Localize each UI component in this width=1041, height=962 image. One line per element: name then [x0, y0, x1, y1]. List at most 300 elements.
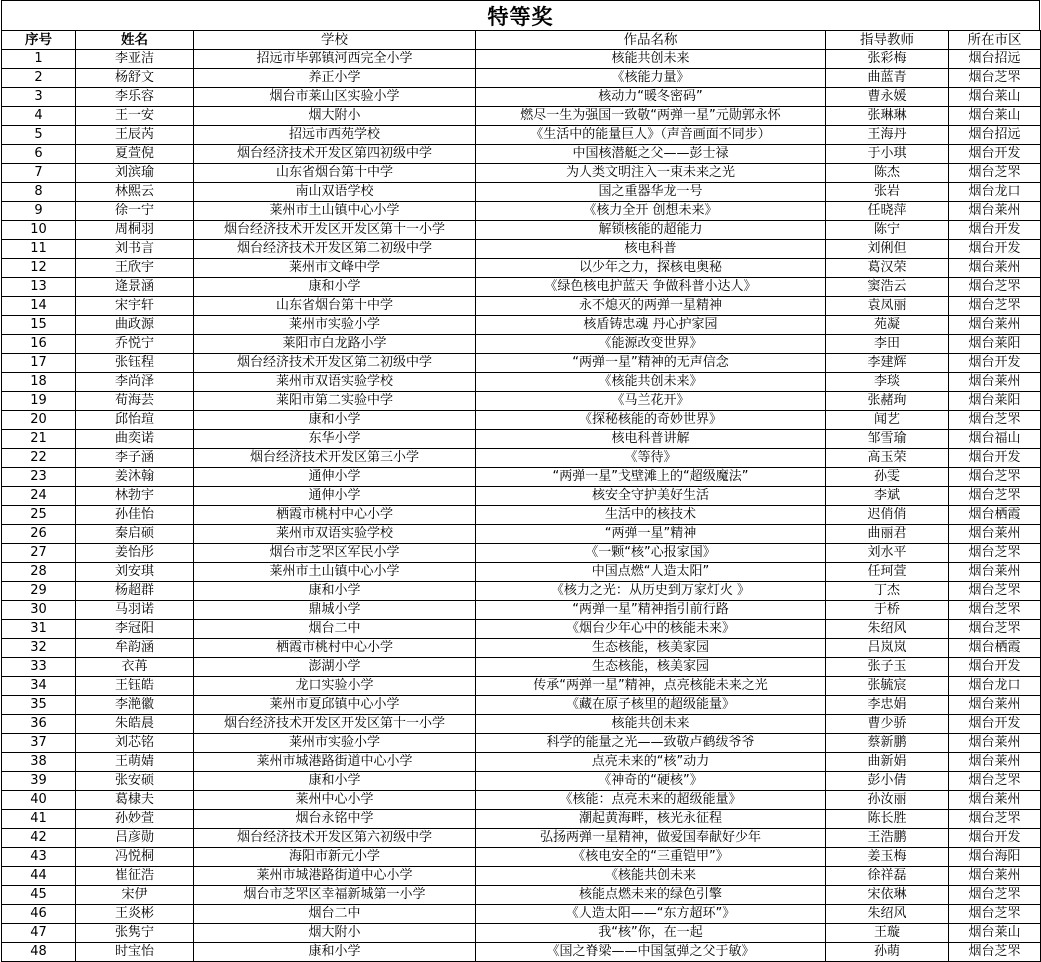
- cell-index: 17: [2, 354, 76, 373]
- cell-work-title: 《核力全开 创想未来》: [476, 202, 826, 221]
- table-row: [2, 202, 1041, 221]
- cell-teacher: 曲新娟: [826, 753, 949, 772]
- cell-school: 莱州市双语实验学校: [194, 525, 476, 544]
- cell-district: 烟台莱州: [949, 867, 1041, 886]
- cell-district: 烟台莱州: [949, 259, 1041, 278]
- cell-work-title: 中国点燃“人造太阳”: [476, 563, 826, 582]
- table-row: [2, 525, 1041, 544]
- cell-district: 烟台莱州: [949, 696, 1041, 715]
- cell-index: 22: [2, 449, 76, 468]
- cell-school: 莱州中心小学: [194, 791, 476, 810]
- cell-teacher: 王海丹: [826, 126, 949, 145]
- cell-teacher: 曹永媛: [826, 88, 949, 107]
- cell-school: 烟台市芝罘区幸福新城第一小学: [194, 886, 476, 905]
- table-body: [2, 50, 1041, 962]
- cell-index: 42: [2, 829, 76, 848]
- cell-teacher: 苑凝: [826, 316, 949, 335]
- cell-work-title: 国之重器华龙一号: [476, 183, 826, 202]
- cell-index: 12: [2, 259, 76, 278]
- cell-index: 4: [2, 107, 76, 126]
- cell-index: 5: [2, 126, 76, 145]
- cell-work-title: “两弹一星”精神的无声信念: [476, 354, 826, 373]
- cell-district: 烟台莱州: [949, 753, 1041, 772]
- table-row: [2, 145, 1041, 164]
- cell-district: 烟台芝罘: [949, 164, 1041, 183]
- cell-work-title: 核安全守护美好生活: [476, 487, 826, 506]
- cell-school: 招远市西苑学校: [194, 126, 476, 145]
- cell-district: 烟台开发: [949, 449, 1041, 468]
- cell-teacher: 李田: [826, 335, 949, 354]
- cell-teacher: 邹雪瑜: [826, 430, 949, 449]
- table-row: [2, 639, 1041, 658]
- cell-index: 39: [2, 772, 76, 791]
- table-row: [2, 905, 1041, 924]
- cell-district: 烟台开发: [949, 715, 1041, 734]
- cell-school: 东华小学: [194, 430, 476, 449]
- cell-district: 烟台莱州: [949, 791, 1041, 810]
- cell-work-title: 我“核”你，在一起: [476, 924, 826, 943]
- cell-work-title: 《核力之光：从历史到万家灯火 》: [476, 582, 826, 601]
- cell-work-title: 燃尽一生为强国一致敬“两弹一星”元勋郭永怀: [476, 107, 826, 126]
- cell-school: 烟台市莱山区实验小学: [194, 88, 476, 107]
- cell-student-name: 孙佳怡: [76, 506, 194, 525]
- cell-teacher: 李建辉: [826, 354, 949, 373]
- table-row: [2, 601, 1041, 620]
- cell-district: 烟台莱阳: [949, 392, 1041, 411]
- cell-index: 8: [2, 183, 76, 202]
- cell-school: 烟台市芝罘区军民小学: [194, 544, 476, 563]
- cell-teacher: 迟俏俏: [826, 506, 949, 525]
- cell-school: 养正小学: [194, 69, 476, 88]
- cell-work-title: 《国之脊梁——中国氢弹之父于敏》: [476, 943, 826, 962]
- table-row: [2, 677, 1041, 696]
- cell-school: 通伸小学: [194, 468, 476, 487]
- cell-school: 鼎城小学: [194, 601, 476, 620]
- cell-teacher: 吕岚岚: [826, 639, 949, 658]
- header-work-title: 作品名称: [476, 31, 826, 50]
- cell-index: 13: [2, 278, 76, 297]
- cell-work-title: “两弹一星”戈壁滩上的“超级魔法”: [476, 468, 826, 487]
- cell-work-title: 生态核能，核美家园: [476, 658, 826, 677]
- cell-work-title: 传承“两弹一星”精神，点亮核能未来之光: [476, 677, 826, 696]
- cell-student-name: 刘芯铭: [76, 734, 194, 753]
- cell-school: 莱州市文峰中学: [194, 259, 476, 278]
- cell-student-name: 刘书言: [76, 240, 194, 259]
- cell-index: 47: [2, 924, 76, 943]
- cell-work-title: 核能共创未来: [476, 715, 826, 734]
- cell-student-name: 张安硕: [76, 772, 194, 791]
- cell-district: 烟台芝罘: [949, 620, 1041, 639]
- cell-school: 烟大附小: [194, 107, 476, 126]
- cell-student-name: 时宝怡: [76, 943, 194, 962]
- cell-school: 烟台永铭中学: [194, 810, 476, 829]
- table-row: [2, 886, 1041, 905]
- cell-student-name: 逄景涵: [76, 278, 194, 297]
- cell-index: 6: [2, 145, 76, 164]
- cell-school: 烟台经济技术开发区第二初级中学: [194, 240, 476, 259]
- cell-district: 烟台海阳: [949, 848, 1041, 867]
- table-row: [2, 278, 1041, 297]
- cell-index: 48: [2, 943, 76, 962]
- cell-student-name: 冯悦桐: [76, 848, 194, 867]
- cell-work-title: 核盾铸忠魂 丹心护家园: [476, 316, 826, 335]
- cell-student-name: 朱皓晨: [76, 715, 194, 734]
- cell-teacher: 孙雯: [826, 468, 949, 487]
- cell-work-title: “两弹一星”精神: [476, 525, 826, 544]
- cell-work-title: 生活中的核技术: [476, 506, 826, 525]
- cell-teacher: 王璇: [826, 924, 949, 943]
- cell-teacher: 张赭珣: [826, 392, 949, 411]
- cell-school: 烟台经济技术开发区开发区第十一小学: [194, 715, 476, 734]
- cell-teacher: 姜玉梅: [826, 848, 949, 867]
- cell-school: 栖霞市桃村中心小学: [194, 506, 476, 525]
- table-row: [2, 297, 1041, 316]
- cell-student-name: 曲奕诺: [76, 430, 194, 449]
- table-row: [2, 582, 1041, 601]
- cell-teacher: 张岩: [826, 183, 949, 202]
- table-row: [2, 221, 1041, 240]
- cell-district: 烟台栖霞: [949, 506, 1041, 525]
- cell-teacher: 宋依琳: [826, 886, 949, 905]
- cell-school: 莱州市土山镇中心小学: [194, 563, 476, 582]
- cell-index: 11: [2, 240, 76, 259]
- cell-work-title: 以少年之力，探核电奥秘: [476, 259, 826, 278]
- cell-district: 烟台芝罘: [949, 544, 1041, 563]
- cell-index: 19: [2, 392, 76, 411]
- cell-work-title: 《绿色核电护蓝天 争做科普小达人》: [476, 278, 826, 297]
- cell-school: 烟台经济技术开发区开发区第十一小学: [194, 221, 476, 240]
- cell-student-name: 杨舒文: [76, 69, 194, 88]
- cell-index: 26: [2, 525, 76, 544]
- cell-student-name: 宋宇轩: [76, 297, 194, 316]
- cell-work-title: 核电科普: [476, 240, 826, 259]
- cell-index: 18: [2, 373, 76, 392]
- cell-index: 36: [2, 715, 76, 734]
- cell-school: 莱州市实验小学: [194, 316, 476, 335]
- cell-index: 37: [2, 734, 76, 753]
- cell-teacher: 任晓萍: [826, 202, 949, 221]
- header-district: 所在市区: [949, 31, 1041, 50]
- cell-student-name: 徐一宁: [76, 202, 194, 221]
- cell-work-title: 核动力“暖冬密码”: [476, 88, 826, 107]
- cell-teacher: 窦浩云: [826, 278, 949, 297]
- cell-student-name: 葛棣夫: [76, 791, 194, 810]
- cell-school: 莱州市城港路街道中心小学: [194, 753, 476, 772]
- cell-index: 41: [2, 810, 76, 829]
- cell-district: 烟台芝罘: [949, 69, 1041, 88]
- cell-student-name: 姜沐翰: [76, 468, 194, 487]
- cell-student-name: 周桐羽: [76, 221, 194, 240]
- header-index: 序号: [2, 31, 76, 50]
- cell-work-title: 为人类文明注入一束未来之光: [476, 164, 826, 183]
- cell-work-title: 《一颗“核”心报家国》: [476, 544, 826, 563]
- table-row: [2, 810, 1041, 829]
- cell-district: 烟台莱州: [949, 316, 1041, 335]
- cell-work-title: 点亮未来的“核”动力: [476, 753, 826, 772]
- table-row: [2, 943, 1041, 962]
- cell-district: 烟台芝罘: [949, 411, 1041, 430]
- cell-district: 烟台芝罘: [949, 297, 1041, 316]
- table-row: [2, 430, 1041, 449]
- cell-index: 24: [2, 487, 76, 506]
- cell-district: 烟台招远: [949, 50, 1041, 69]
- sheet-title: 特等奖: [487, 4, 554, 29]
- cell-school: 莱州市实验小学: [194, 734, 476, 753]
- cell-work-title: 生态核能，核美家园: [476, 639, 826, 658]
- table-row: [2, 259, 1041, 278]
- award-sheet: [1, 0, 1040, 962]
- cell-index: 38: [2, 753, 76, 772]
- cell-district: 烟台开发: [949, 354, 1041, 373]
- cell-district: 烟台芝罘: [949, 905, 1041, 924]
- cell-teacher: 朱绍风: [826, 620, 949, 639]
- cell-district: 烟台开发: [949, 658, 1041, 677]
- cell-district: 烟台莱州: [949, 202, 1041, 221]
- cell-work-title: 核能共创未来: [476, 50, 826, 69]
- cell-teacher: 徐祥磊: [826, 867, 949, 886]
- cell-index: 3: [2, 88, 76, 107]
- cell-student-name: 王萌婧: [76, 753, 194, 772]
- cell-teacher: 陈宁: [826, 221, 949, 240]
- table-row: [2, 867, 1041, 886]
- cell-teacher: 李忠娟: [826, 696, 949, 715]
- cell-teacher: 刘俐但: [826, 240, 949, 259]
- cell-index: 35: [2, 696, 76, 715]
- cell-work-title: 永不熄灭的两弹一星精神: [476, 297, 826, 316]
- cell-student-name: 李乐容: [76, 88, 194, 107]
- cell-work-title: 解锁核能的超能力: [476, 221, 826, 240]
- cell-index: 43: [2, 848, 76, 867]
- cell-index: 25: [2, 506, 76, 525]
- cell-school: 莱州市土山镇中心小学: [194, 202, 476, 221]
- cell-school: 烟台经济技术开发区第三小学: [194, 449, 476, 468]
- cell-school: 莱州市双语实验学校: [194, 373, 476, 392]
- cell-district: 烟台芝罘: [949, 886, 1041, 905]
- cell-student-name: 衣苒: [76, 658, 194, 677]
- table-row: [2, 791, 1041, 810]
- cell-work-title: 中国核潜艇之父——彭士禄: [476, 145, 826, 164]
- cell-district: 烟台莱山: [949, 107, 1041, 126]
- cell-work-title: 《核电安全的“三重铠甲”》: [476, 848, 826, 867]
- cell-index: 27: [2, 544, 76, 563]
- cell-district: 烟台莱山: [949, 88, 1041, 107]
- cell-district: 烟台芝罘: [949, 278, 1041, 297]
- table-row: [2, 164, 1041, 183]
- cell-district: 烟台莱州: [949, 734, 1041, 753]
- cell-index: 23: [2, 468, 76, 487]
- cell-student-name: 李亚洁: [76, 50, 194, 69]
- cell-district: 烟台芝罘: [949, 943, 1041, 962]
- cell-teacher: 彭小倩: [826, 772, 949, 791]
- cell-work-title: 《核能力量》: [476, 69, 826, 88]
- cell-student-name: 林勃宇: [76, 487, 194, 506]
- cell-district: 烟台芝罘: [949, 582, 1041, 601]
- cell-student-name: 张隽宁: [76, 924, 194, 943]
- cell-teacher: 李斌: [826, 487, 949, 506]
- cell-school: 康和小学: [194, 582, 476, 601]
- cell-school: 康和小学: [194, 943, 476, 962]
- cell-district: 烟台莱州: [949, 373, 1041, 392]
- cell-district: 烟台芝罘: [949, 601, 1041, 620]
- cell-district: 烟台莱州: [949, 525, 1041, 544]
- table-row: [2, 240, 1041, 259]
- cell-district: 烟台芝罘: [949, 772, 1041, 791]
- table-row: [2, 373, 1041, 392]
- cell-student-name: 秦启硕: [76, 525, 194, 544]
- cell-student-name: 牟韵涵: [76, 639, 194, 658]
- cell-district: 烟台龙口: [949, 183, 1041, 202]
- cell-index: 10: [2, 221, 76, 240]
- cell-work-title: 核能点燃未来的绿色引擎: [476, 886, 826, 905]
- cell-student-name: 张钰程: [76, 354, 194, 373]
- cell-teacher: 袁凤丽: [826, 297, 949, 316]
- cell-teacher: 陈杰: [826, 164, 949, 183]
- cell-student-name: 夏萱倪: [76, 145, 194, 164]
- cell-district: 烟台栖霞: [949, 639, 1041, 658]
- table-row: [2, 449, 1041, 468]
- cell-student-name: 曲政源: [76, 316, 194, 335]
- cell-school: 招远市毕郭镇河西完全小学: [194, 50, 476, 69]
- cell-index: 20: [2, 411, 76, 430]
- table-row: [2, 506, 1041, 525]
- table-row: [2, 411, 1041, 430]
- cell-district: 烟台莱山: [949, 924, 1041, 943]
- cell-index: 40: [2, 791, 76, 810]
- cell-student-name: 王辰芮: [76, 126, 194, 145]
- cell-teacher: 张子玉: [826, 658, 949, 677]
- cell-school: 栖霞市桃村中心小学: [194, 639, 476, 658]
- cell-index: 46: [2, 905, 76, 924]
- cell-district: 烟台芝罘: [949, 468, 1041, 487]
- cell-index: 44: [2, 867, 76, 886]
- cell-student-name: 姜怡彤: [76, 544, 194, 563]
- cell-school: 康和小学: [194, 772, 476, 791]
- cell-work-title: 潮起黄海畔，核光永征程: [476, 810, 826, 829]
- cell-teacher: 孙汝丽: [826, 791, 949, 810]
- cell-index: 14: [2, 297, 76, 316]
- table-row: [2, 848, 1041, 867]
- award-table: [1, 30, 1041, 962]
- cell-work-title: 《等待》: [476, 449, 826, 468]
- cell-index: 45: [2, 886, 76, 905]
- cell-school: 山东省烟台第十中学: [194, 297, 476, 316]
- cell-teacher: 任珂萱: [826, 563, 949, 582]
- table-row: [2, 335, 1041, 354]
- cell-student-name: 马羽诺: [76, 601, 194, 620]
- cell-school: 澎湖小学: [194, 658, 476, 677]
- cell-work-title: 核电科普讲解: [476, 430, 826, 449]
- cell-district: 烟台莱州: [949, 563, 1041, 582]
- table-row: [2, 715, 1041, 734]
- cell-teacher: 葛汉荣: [826, 259, 949, 278]
- cell-school: 康和小学: [194, 278, 476, 297]
- cell-work-title: 《人造太阳——“东方超环”》: [476, 905, 826, 924]
- cell-work-title: 《能源改变世界》: [476, 335, 826, 354]
- cell-work-title: 《核能共创未来》: [476, 373, 826, 392]
- cell-teacher: 李琰: [826, 373, 949, 392]
- cell-school: 烟台二中: [194, 905, 476, 924]
- cell-district: 烟台招远: [949, 126, 1041, 145]
- header-school: 学校: [194, 31, 476, 50]
- cell-student-name: 李滟徽: [76, 696, 194, 715]
- cell-teacher: 刘水平: [826, 544, 949, 563]
- cell-teacher: 张彩梅: [826, 50, 949, 69]
- cell-school: 烟台二中: [194, 620, 476, 639]
- cell-student-name: 李尚泽: [76, 373, 194, 392]
- cell-index: 29: [2, 582, 76, 601]
- table-row: [2, 392, 1041, 411]
- cell-teacher: 丁杰: [826, 582, 949, 601]
- cell-school: 烟台经济技术开发区第四初级中学: [194, 145, 476, 164]
- cell-work-title: 《烟台少年心中的核能未来》: [476, 620, 826, 639]
- cell-index: 32: [2, 639, 76, 658]
- header-row: [2, 31, 1041, 50]
- cell-district: 烟台开发: [949, 145, 1041, 164]
- cell-student-name: 崔征浩: [76, 867, 194, 886]
- cell-index: 33: [2, 658, 76, 677]
- cell-student-name: 刘滨瑜: [76, 164, 194, 183]
- cell-teacher: 高玉荣: [826, 449, 949, 468]
- cell-work-title: 《马兰花开》: [476, 392, 826, 411]
- cell-work-title: 《探秘核能的奇妙世界》: [476, 411, 826, 430]
- table-row: [2, 829, 1041, 848]
- cell-school: 莱州市夏邱镇中心小学: [194, 696, 476, 715]
- table-row: [2, 563, 1041, 582]
- cell-school: 通伸小学: [194, 487, 476, 506]
- cell-school: 莱州市城港路街道中心小学: [194, 867, 476, 886]
- cell-student-name: 乔悦宁: [76, 335, 194, 354]
- cell-index: 1: [2, 50, 76, 69]
- cell-index: 34: [2, 677, 76, 696]
- cell-index: 2: [2, 69, 76, 88]
- cell-district: 烟台芝罘: [949, 810, 1041, 829]
- table-row: [2, 772, 1041, 791]
- cell-school: 莱阳市白龙路小学: [194, 335, 476, 354]
- cell-index: 15: [2, 316, 76, 335]
- header-name: 姓名: [76, 31, 194, 50]
- cell-district: 烟台开发: [949, 221, 1041, 240]
- cell-index: 28: [2, 563, 76, 582]
- table-row: [2, 107, 1041, 126]
- cell-student-name: 孙妙萱: [76, 810, 194, 829]
- cell-school: 康和小学: [194, 411, 476, 430]
- cell-district: 烟台龙口: [949, 677, 1041, 696]
- cell-school: 山东省烟台第十中学: [194, 164, 476, 183]
- cell-index: 7: [2, 164, 76, 183]
- cell-school: 烟台经济技术开发区第二初级中学: [194, 354, 476, 373]
- table-row: [2, 354, 1041, 373]
- cell-work-title: 《神奇的“硬核”》: [476, 772, 826, 791]
- cell-district: 烟台福山: [949, 430, 1041, 449]
- cell-teacher: 陈长胜: [826, 810, 949, 829]
- cell-index: 30: [2, 601, 76, 620]
- cell-school: 莱阳市第二实验中学: [194, 392, 476, 411]
- cell-student-name: 王钰皓: [76, 677, 194, 696]
- cell-work-title: 弘扬两弹一星精神，做爱国奉献好少年: [476, 829, 826, 848]
- cell-teacher: 孙萌: [826, 943, 949, 962]
- cell-district: 烟台开发: [949, 829, 1041, 848]
- cell-teacher: 于桥: [826, 601, 949, 620]
- cell-work-title: 《生活中的能量巨人》（声音画面不同步）: [476, 126, 826, 145]
- cell-school: 龙口实验小学: [194, 677, 476, 696]
- cell-index: 9: [2, 202, 76, 221]
- sheet-title-row: [1, 0, 1040, 30]
- table-row: [2, 620, 1041, 639]
- table-row: [2, 658, 1041, 677]
- cell-student-name: 林熙云: [76, 183, 194, 202]
- cell-index: 16: [2, 335, 76, 354]
- table-row: [2, 544, 1041, 563]
